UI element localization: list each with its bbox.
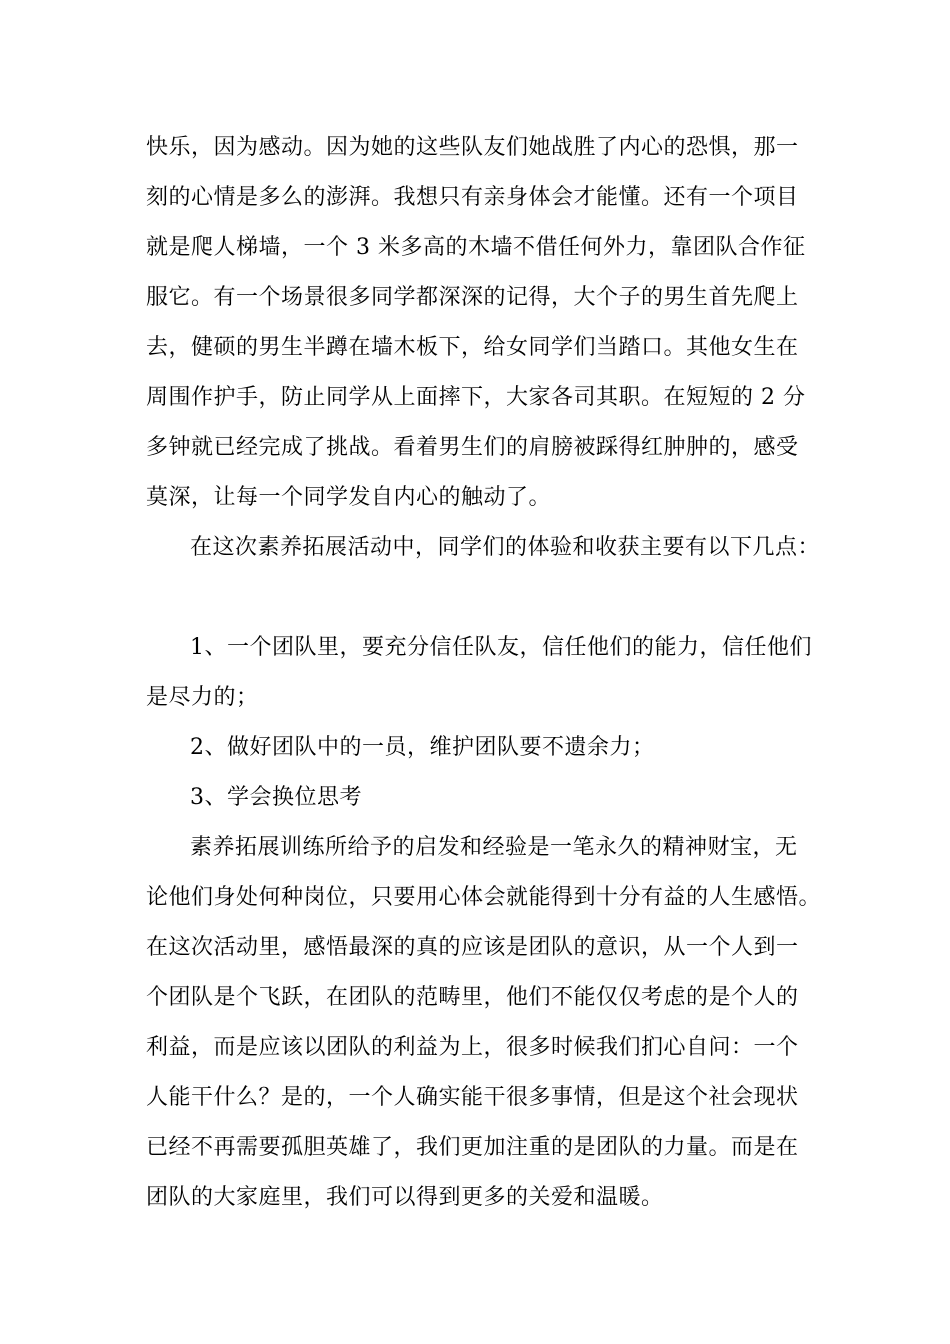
list-item-1-continued: 是尽力的； — [146, 685, 259, 710]
paragraph-line: 论他们身处何种岗位，只要用心体会就能得到十分有益的人生感悟。 — [146, 885, 822, 910]
paragraph-intro: 在这次素养拓展活动中，同学们的体验和收获主要有以下几点： — [190, 535, 821, 560]
paragraph-line: 去，健硕的男生半蹲在墙木板下，给女同学们当踏口。其他女生在 — [146, 335, 799, 360]
list-item-1: 1、一个团队里，要充分信任队友，信任他们的能力，信任他们 — [190, 635, 812, 660]
paragraph-line: 多钟就已经完成了挑战。看着男生们的肩膀被踩得红肿肿的，感受 — [146, 435, 799, 460]
list-item-2: 2、做好团队中的一员，维护团队要不遗余力； — [190, 735, 655, 760]
paragraph-line: 服它。有一个场景很多同学都深深的记得，大个子的男生首先爬上 — [146, 285, 799, 310]
paragraph-line: 莫深，让每一个同学发自内心的触动了。 — [146, 485, 552, 510]
paragraph-line: 素养拓展训练所给予的启发和经验是一笔永久的精神财宝，无 — [190, 835, 798, 860]
paragraph-line: 个团队是个飞跃，在团队的范畴里，他们不能仅仅考虑的是个人的 — [146, 985, 799, 1010]
paragraph-line: 人能干什么？是的，一个人确实能干很多事情，但是这个社会现状 — [146, 1085, 799, 1110]
paragraph-line: 在这次活动里，感悟最深的真的应该是团队的意识，从一个人到一 — [146, 935, 799, 960]
list-item-3: 3、学会换位思考 — [190, 785, 362, 810]
paragraph-line: 刻的心情是多么的澎湃。我想只有亲身体会才能懂。还有一个项目 — [146, 185, 799, 210]
paragraph-line: 就是爬人梯墙，一个 3 米多高的木墙不借任何外力，靠团队合作征 — [146, 235, 806, 260]
paragraph-line: 已经不再需要孤胆英雄了，我们更加注重的是团队的力量。而是在 — [146, 1135, 799, 1160]
paragraph-line: 周围作护手，防止同学从上面摔下，大家各司其职。在短短的 2 分 — [146, 385, 806, 410]
paragraph-line: 团队的大家庭里，我们可以得到更多的关爱和温暖。 — [146, 1185, 664, 1210]
paragraph-line: 利益，而是应该以团队的利益为上，很多时候我们扪心自问：一个 — [146, 1035, 799, 1060]
paragraph-line: 快乐，因为感动。因为她的这些队友们她战胜了内心的恐惧，那一 — [146, 135, 799, 160]
